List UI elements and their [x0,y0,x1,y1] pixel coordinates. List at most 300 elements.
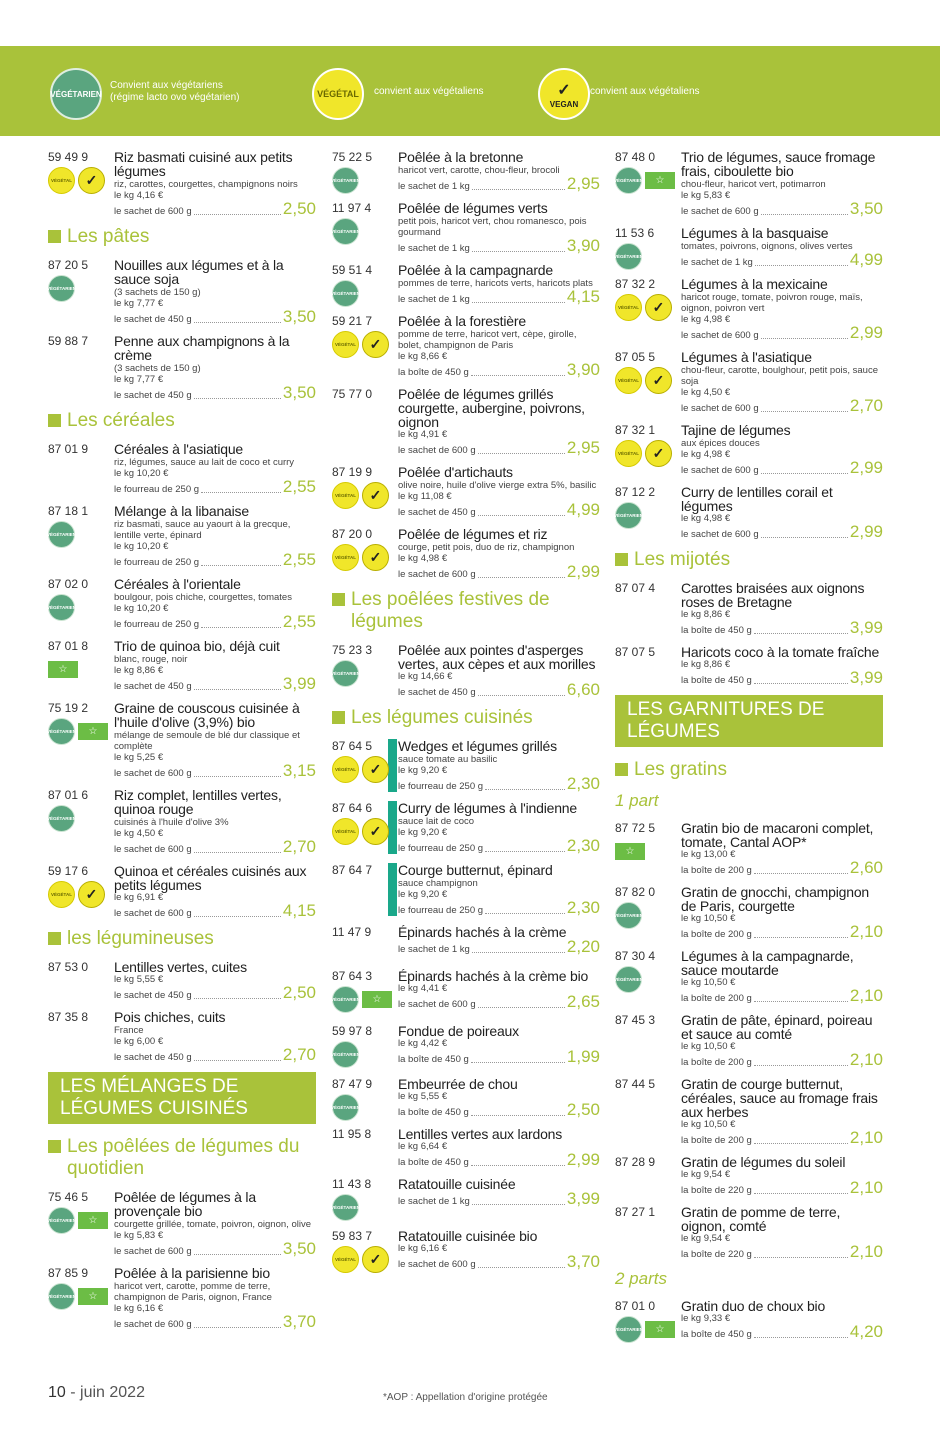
price: 3,99 [849,618,883,637]
product-code: 87 85 9 [48,1266,89,1280]
column-2 [332,150,600,1279]
product-name: Poêlée de légumes grillés courgette, aubergine, poivrons, oignon [398,386,585,430]
new-marker [388,801,397,854]
new-marker [388,739,397,792]
product-desc: pomme de terre, haricot vert, cèpe, girolle, bolet, champignon de Paris [398,329,577,351]
product-item [615,821,883,876]
footnote: *AOP : Appellation d'origine protégée [383,1392,548,1403]
product-desc: riz, carottes, courgettes, champignons noirs [114,179,298,190]
price-per-kg: le kg 6,91 € [114,892,164,903]
price: 3,15 [282,761,316,780]
product-desc: courgette grillée, tomate, poivron, oignon, olive [114,1219,311,1230]
price-per-kg: le kg 10,20 € [114,541,169,552]
product-desc: aux épices douces [681,438,760,449]
price-per-kg: le kg 9,20 € [398,889,448,900]
product-item [48,334,316,401]
price-line: le sachet de 600 g 3,15 [114,761,316,780]
vegan-icon: ✓ [362,544,389,571]
product-name: Poêlée de légumes et riz [398,526,548,542]
price-per-kg: le kg 11,08 € [398,491,452,502]
price-line: le sachet de 600 g 4,15 [114,901,316,920]
bio-leaf-icon: ☆ [48,661,78,678]
price-line: la boîte de 450 g 3,90 [398,360,600,379]
product-name: Trio de légumes, sauce fromage frais, ciboulette bio [681,149,876,179]
product-item [615,1155,883,1196]
price: 2,95 [566,174,600,193]
price: 6,60 [566,680,600,699]
vegetal-icon: VÉGÉTAL [48,881,75,908]
product-desc: tomates, poivrons, oignons, olives vertes [681,241,853,252]
product-item [615,423,883,476]
section-title: Les pâtes [48,226,316,248]
product-code: 59 88 7 [48,334,89,348]
product-item [615,1299,883,1340]
price-line: le sachet de 600 g 2,99 [681,323,883,342]
price-per-kg: le kg 10,50 € [681,977,736,988]
product-name: Embeurrée de chou [398,1076,518,1092]
price-per-kg: le kg 9,54 € [681,1169,731,1180]
product-code: 87 35 8 [48,1010,89,1024]
product-code: 11 97 4 [332,201,372,215]
product-item [615,350,883,414]
vegetarien-icon: VÉGÉTARIEN [332,1194,359,1221]
product-code: 87 01 8 [48,639,89,653]
price-line: la boîte de 200 g 2,10 [681,1050,883,1069]
product-code: 87 19 9 [332,465,373,479]
vegetal-icon: VÉGÉTAL [332,818,359,845]
product-name: Poêlée à la forestière [398,313,526,329]
product-desc: chou-fleur, carotte, boulghour, petit pois, sauce soja [681,365,878,387]
price-per-kg: le kg 5,55 € [114,974,164,985]
price-line: la boîte de 220 g 2,10 [681,1242,883,1261]
price-per-kg: le kg 9,20 € [398,827,448,838]
product-code: 87 12 2 [615,485,656,499]
section-title: Les légumes cuisinés [332,707,600,729]
product-code: 59 17 6 [48,864,89,878]
product-name: Haricots coco à la tomate fraîche [681,644,880,660]
price-line: la boîte de 450 g 2,99 [398,1150,600,1169]
legend-banner [0,46,940,136]
product-code: 75 19 2 [48,701,89,715]
price: 2,99 [849,522,883,541]
price: 2,10 [849,1178,883,1197]
price: 3,50 [282,1239,316,1258]
price-line: le sachet de 600 g 3,50 [681,199,883,218]
product-code: 59 51 4 [332,263,373,277]
price-per-kg: le kg 4,98 € [398,553,448,564]
product-code: 75 46 5 [48,1190,89,1204]
price-per-kg: le kg 6,64 € [398,1141,448,1152]
product-desc: cuisinés à l'huile d'olive 3% [114,817,229,828]
price-line: la boîte de 450 g 2,50 [398,1100,600,1119]
vegetarien-badge-icon: VÉGÉTARIEN [50,68,102,120]
price: 2,10 [849,1050,883,1069]
product-item [332,387,600,456]
product-name: Wedges et légumes grillés [398,738,557,754]
vegetarien-icon: VÉGÉTARIEN [615,902,642,929]
price: 2,50 [282,983,316,1002]
product-item [615,581,883,636]
vegetarien-icon: VÉGÉTARIEN [332,167,359,194]
price-line: le sachet de 450 g 3,50 [114,307,316,326]
price: 2,60 [849,858,883,877]
price-per-kg: le kg 9,54 € [681,1233,731,1244]
price: 2,10 [849,986,883,1005]
price-line: le sachet de 1 kg 3,99 [398,1189,600,1208]
price: 2,70 [849,396,883,415]
product-item [332,863,600,916]
page-number: 10 - juin 2022 [48,1384,145,1401]
price-per-kg: le kg 4,16 € [114,190,164,201]
price-per-kg: le kg 4,50 € [114,828,164,839]
bio-leaf-icon: ☆ [645,172,675,189]
product-code: 87 28 9 [615,1155,656,1169]
price: 2,55 [282,477,316,496]
product-desc: sauce champignon [398,878,478,889]
product-name: Poêlée d'artichauts [398,464,513,480]
product-code: 87 18 1 [48,504,89,518]
product-code: 87 64 5 [332,739,373,753]
vegetal-icon: VÉGÉTAL [332,482,359,509]
price-per-kg: le kg 5,25 € [114,752,164,763]
product-item [332,739,600,792]
product-code: 87 82 0 [615,885,656,899]
product-item [332,1229,600,1270]
product-item [332,1127,600,1168]
vegetarien-icon: VÉGÉTARIEN [332,1094,359,1121]
product-name: Ratatouille cuisinée [398,1176,516,1192]
product-code: 87 05 5 [615,350,656,364]
product-item [615,277,883,341]
price-line: le fourreau de 250 g 2,30 [398,774,600,793]
product-code: 59 83 7 [332,1229,373,1243]
price: 3,99 [282,674,316,693]
product-item [332,969,600,1010]
product-item [48,864,316,919]
price-per-kg: le kg 4,98 € [681,314,731,325]
bio-leaf-icon: ☆ [362,991,392,1008]
price-line: le sachet de 1 kg 3,90 [398,236,600,255]
product-item [48,442,316,495]
price-line: la boîte de 450 g 1,99 [398,1047,600,1066]
product-item [48,1190,316,1257]
price-line: le sachet de 600 g 3,70 [114,1312,316,1331]
product-code: 59 49 9 [48,150,89,164]
bio-leaf-icon: ☆ [78,1288,108,1305]
vegetarien-icon: VÉGÉTARIEN [615,1316,642,1343]
vegan-icon: ✓ [362,1246,389,1273]
product-code: 87 20 5 [48,258,89,272]
product-item [332,801,600,854]
product-code: 87 64 3 [332,969,373,983]
bio-leaf-icon: ☆ [78,723,108,740]
price-line: le sachet de 1 kg 4,15 [398,287,600,306]
product-desc: petit pois, haricot vert, chou romanesco, pois gourmand [398,216,587,238]
product-name: Curry de lentilles corail et légumes [681,484,833,514]
product-item [332,1077,600,1118]
price: 4,99 [566,500,600,519]
vegetal-icon: VÉGÉTAL [332,1246,359,1273]
price-per-kg: le kg 6,16 € [398,1243,448,1254]
price-per-kg: le kg 6,16 € [114,1303,164,1314]
price: 2,50 [282,199,316,218]
price: 4,15 [566,287,600,306]
price-line: le sachet de 1 kg 4,99 [681,250,883,269]
price-per-kg: le kg 10,20 € [114,603,169,614]
product-desc: mélange de semoule de blé dur classique et complète [114,730,300,752]
price-line: le sachet de 450 g 4,99 [398,500,600,519]
product-code: 11 47 9 [332,925,372,939]
product-item [48,701,316,779]
product-name: Riz basmati cuisiné aux petits légumes [114,149,293,179]
vegetarien-icon: VÉGÉTARIEN [48,1283,75,1310]
vegetarien-icon: VÉGÉTARIEN [615,243,642,270]
price-per-kg: le kg 14,66 € [398,671,453,682]
vegan-icon: ✓ [362,482,389,509]
product-code: 87 72 5 [615,821,656,835]
product-name: Nouilles aux légumes et à la sauce soja [114,257,284,287]
product-code: 59 21 7 [332,314,373,328]
price-line: le fourreau de 250 g 2,55 [114,612,316,631]
price-line: le sachet de 600 g 2,99 [681,458,883,477]
price-line: le sachet de 600 g 2,70 [114,837,316,856]
product-desc: sauce tomate au basilic [398,754,498,765]
product-name: Poêlée à la campagnarde [398,262,553,278]
product-name: Épinards hachés à la crème [398,924,567,940]
price: 2,55 [282,550,316,569]
price-line: le sachet de 450 g 3,50 [114,383,316,402]
price: 4,15 [282,901,316,920]
product-name: Courge butternut, épinard [398,862,553,878]
price-line: le sachet de 450 g 3,99 [114,674,316,693]
product-item [332,643,600,698]
product-item [332,925,600,955]
product-item [332,150,600,192]
price: 2,10 [849,1242,883,1261]
price-line: le sachet de 600 g 2,65 [398,992,600,1011]
price: 2,30 [566,774,600,793]
vegan-icon: ✓ [645,440,672,467]
price-line: le fourreau de 250 g 2,30 [398,836,600,855]
product-item [331,1176,600,1210]
subsection-title: 1 part [615,791,659,810]
vegetarien-icon: VÉGÉTARIEN [48,805,75,832]
product-code: 87 27 1 [615,1205,656,1219]
price-line: le sachet de 1 kg 2,95 [398,174,600,193]
price-line: la boîte de 450 g 4,20 [681,1322,883,1341]
price-line: la boîte de 200 g 2,10 [681,986,883,1005]
price-line: la boîte de 200 g 2,60 [681,858,883,877]
vegetarien-icon: VÉGÉTARIEN [48,275,75,302]
product-code: 11 43 8 [332,1177,372,1191]
product-code: 11 95 8 [332,1127,372,1141]
vegetal-legend: convient aux végétaliens [374,86,484,97]
product-name: Lentilles vertes aux lardons [398,1126,563,1142]
product-code: 87 01 9 [48,442,89,456]
price-per-kg: le kg 5,83 € [114,1230,164,1241]
product-item [48,150,316,217]
price-per-kg: le kg 5,55 € [398,1091,448,1102]
product-name: Gratin bio de macaroni complet, tomate, Cantal AOP* [681,820,874,850]
product-code: 87 64 6 [332,801,373,815]
product-name: Mélange à la libanaise [114,503,249,519]
vegetarien-icon: VÉGÉTARIEN [332,660,359,687]
price: 2,10 [849,922,883,941]
price: 2,99 [566,562,600,581]
product-desc: haricot rouge, tomate, poivron rouge, maïs, oignon, poivron vert [681,292,863,314]
vegan-icon: ✓ [78,881,105,908]
price-line: le sachet de 600 g 2,95 [398,438,600,457]
product-item [615,226,883,268]
section-title: Les poêlées de légumes du quotidien [48,1136,316,1180]
bio-leaf-icon: ☆ [78,1212,108,1229]
product-desc: boulgour, pois chiche, courgettes, tomates [114,592,292,603]
product-name: Ratatouille cuisinée bio [398,1228,538,1244]
product-name: Gratin de gnocchi, champignon de Paris, courgette [681,884,869,914]
price-per-kg: le kg 10,50 € [681,913,736,924]
product-name: Curry de légumes à l'indienne [398,800,577,816]
product-code: 75 77 0 [332,387,373,401]
price: 2,70 [282,837,316,856]
product-name: Légumes à la basquaise [681,225,829,241]
price: 3,90 [566,236,600,255]
price: 3,50 [849,199,883,218]
price-line: le fourreau de 250 g 2,30 [398,898,600,917]
price: 3,50 [282,383,316,402]
product-name: Pois chiches, cuits [114,1009,226,1025]
price: 3,70 [566,1252,600,1271]
price-line: le sachet de 450 g 6,60 [398,680,600,699]
product-item [48,577,316,630]
product-name: Gratin de pomme de terre, oignon, comté [681,1204,841,1234]
price: 3,90 [566,360,600,379]
price-per-kg: le kg 10,50 € [681,1041,736,1052]
vegan-icon: ✓ [645,367,672,394]
product-code: 87 02 0 [48,577,89,591]
section-title: Les céréales [48,410,316,432]
price-per-kg: le kg 4,98 € [681,449,731,460]
vegetarien-icon: VÉGÉTARIEN [48,594,75,621]
product-desc: courge, petit pois, duo de riz, champignon [398,542,575,553]
product-item [615,1013,883,1068]
product-desc: haricot vert, carotte, chou-fleur, brocoli [398,165,560,176]
vegetal-icon: VÉGÉTAL [615,294,642,321]
price: 1,99 [566,1047,600,1066]
product-name: Gratin de courge butternut, céréales, sauce au fromage frais aux herbes [681,1076,878,1120]
product-desc: France [114,1025,144,1036]
product-item [48,258,316,325]
product-item [615,949,883,1004]
vegetal-icon: VÉGÉTAL [332,756,359,783]
product-name: Tajine de légumes [681,422,791,438]
price: 2,30 [566,836,600,855]
product-item [615,150,883,217]
product-item [332,263,600,305]
product-code: 11 53 6 [615,226,655,240]
vegetarien-icon: VÉGÉTARIEN [48,521,75,548]
price-per-kg: le kg 4,91 € [398,429,448,440]
product-name: Penne aux champignons à la crème [114,333,290,363]
vegetarien-icon: VÉGÉTARIEN [332,280,359,307]
price-line: le sachet de 600 g 3,70 [398,1252,600,1271]
price-line: le sachet de 450 g 2,50 [114,983,316,1002]
product-name: Légumes à la mexicaine [681,276,828,292]
column-1 [48,150,316,1339]
product-code: 87 20 0 [332,527,373,541]
price-per-kg: le kg 10,50 € [681,1119,736,1130]
product-code: 87 30 4 [615,949,656,963]
category-band: LES GARNITURES DE LÉGUMES [615,695,883,747]
product-code: 87 07 5 [615,645,656,659]
product-item [48,504,316,568]
product-desc: riz basmati, sauce au yaourt à la grecque, lentille verte, épinard [114,519,291,541]
product-code: 87 53 0 [48,960,89,974]
vegetal-icon: VÉGÉTAL [332,331,359,358]
price: 2,95 [566,438,600,457]
vegetal-icon: VÉGÉTAL [48,167,75,194]
product-name: Riz complet, lentilles vertes, quinoa rouge [114,787,282,817]
product-desc: haricot vert, carotte, pomme de terre, champignon de Paris, oignon, France [114,1281,272,1303]
price-per-kg: le kg 10,20 € [114,468,169,479]
bio-leaf-icon: ☆ [615,843,645,860]
price-line: la boîte de 200 g 2,10 [681,922,883,941]
category-band: LES MÉLANGES DE LÉGUMES CUISINÉS [48,1072,316,1124]
product-desc: sauce lait de coco [398,816,475,827]
vegetarien-icon: VÉGÉTARIEN [48,718,75,745]
price-per-kg: le kg 8,86 € [681,659,731,670]
price: 2,20 [566,937,600,956]
price-per-kg: le kg 8,86 € [681,609,731,620]
price: 3,99 [566,1189,600,1208]
product-code: 87 01 0 [615,1299,656,1313]
product-item [615,885,883,940]
section-title: Les gratins [615,759,883,781]
vegetarien-icon: VÉGÉTARIEN [615,966,642,993]
product-item [615,1205,883,1260]
vegetarien-icon: VÉGÉTARIEN [615,502,642,529]
product-item [332,201,600,254]
product-name: Poêlée à la parisienne bio [114,1265,270,1281]
vegetarien-icon: VÉGÉTARIEN [332,1041,359,1068]
price-per-kg: le kg 4,50 € [681,387,731,398]
product-code: 87 07 4 [615,581,656,595]
section-title: Les mijotés [615,549,883,571]
price-per-kg: le kg 4,41 € [398,983,448,994]
vegetarien-icon: VÉGÉTARIEN [48,1207,75,1234]
product-item [615,645,883,686]
product-name: Gratin duo de choux bio [681,1298,826,1314]
vegetarien-icon: VÉGÉTARIEN [332,218,359,245]
price: 2,50 [566,1100,600,1119]
product-name: Épinards hachés à la crème bio [398,968,589,984]
product-code: 87 01 6 [48,788,89,802]
product-code: 75 23 3 [332,643,373,657]
product-item [48,960,316,1001]
price: 3,70 [282,1312,316,1331]
price-per-kg: le kg 8,86 € [114,665,164,676]
price-per-kg: le kg 6,00 € [114,1036,164,1047]
product-item [615,485,883,540]
price-line: la boîte de 220 g 2,10 [681,1178,883,1197]
product-name: Légumes à l'asiatique [681,349,812,365]
product-desc: (3 sachets de 150 g) [114,287,201,298]
vegetal-icon: VÉGÉTAL [332,544,359,571]
price-per-kg: le kg 13,00 € [681,849,736,860]
product-name: Fondue de poireaux [398,1023,519,1039]
product-name: Lentilles vertes, cuites [114,959,247,975]
price-per-kg: le kg 5,83 € [681,190,731,201]
price-per-kg: le kg 9,20 € [398,765,448,776]
